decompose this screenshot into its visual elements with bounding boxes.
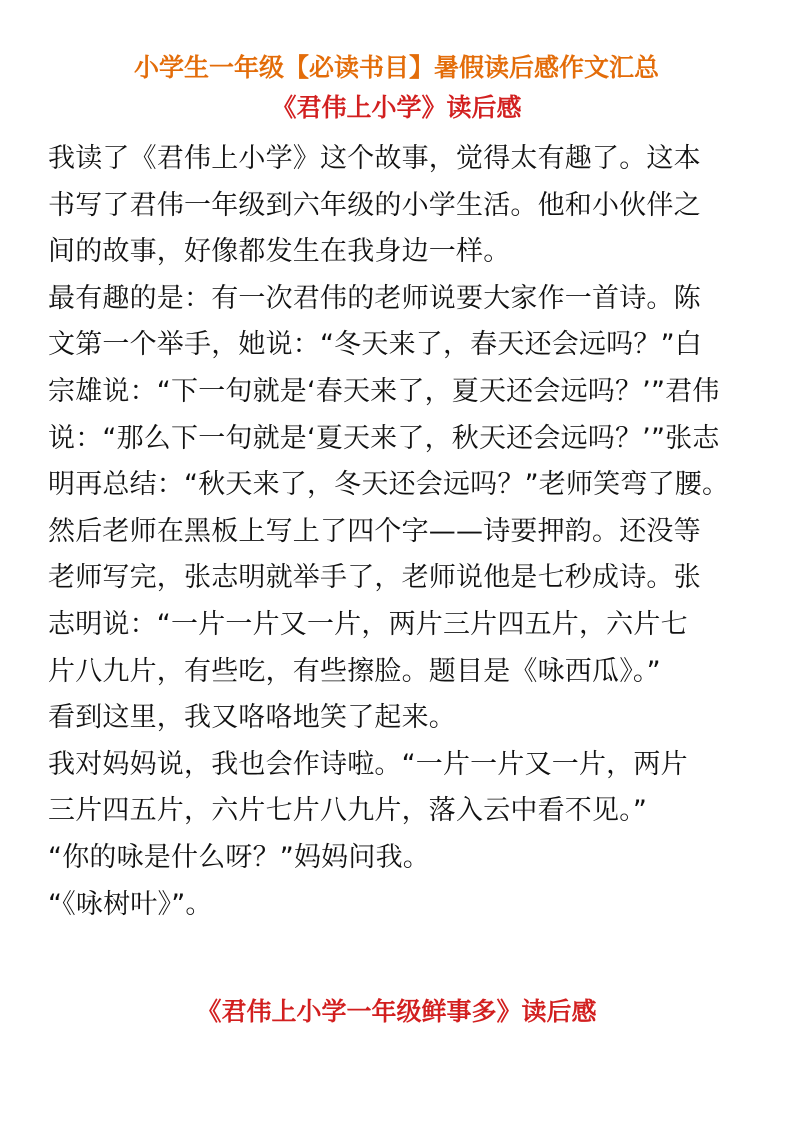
essay-line: 我读了《君伟上小学》这个故事，觉得太有趣了。这本 <box>48 143 701 174</box>
essay-line: 我对妈妈说，我也会作诗啦。“一片一片又一片，两片 <box>48 748 688 780</box>
essay-line: 宗雄说：“下一句就是‘春天来了，夏天还会远吗？’”君伟 <box>48 375 720 407</box>
essay-body <box>48 136 758 928</box>
essay-title: 《君伟上小学》读后感 <box>271 93 522 122</box>
next-essay-title: 《君伟上小学一年级鲜事多》读后感 <box>196 997 597 1026</box>
essay-line: 明再总结：“秋天来了，冬天还会远吗？”老师笑弯了腰。 <box>48 469 730 501</box>
essay-line: 片八九片，有些吃，有些擦脸。题目是《咏西瓜》。” <box>48 655 661 687</box>
essay-line: 然后老师在黑板上写上了四个字——诗要押韵。还没等 <box>48 515 701 547</box>
essay-line: “你的咏是什么呀？”妈妈问我。 <box>48 841 430 873</box>
essay-line: 间的故事，好像都发生在我身边一样。 <box>48 236 511 268</box>
page-title: 小学生一年级【必读书目】暑假读后感作文汇总 <box>133 53 659 82</box>
essay-line: 最有趣的是：有一次君伟的老师说要大家作一首诗。陈 <box>48 282 701 314</box>
essay-line: 文第一个举手，她说：“冬天来了，春天还会远吗？”白 <box>48 329 702 361</box>
essay-line: 看到这里，我又咯咯地笑了起来。 <box>48 702 456 734</box>
essay-line: “《咏树叶》”。 <box>48 888 213 920</box>
essay-line: 三片四五片，六片七片八九片，落入云中看不见。” <box>48 795 648 827</box>
essay-line: 老师写完，张志明就举手了，老师说他是七秒成诗。张 <box>48 562 701 594</box>
essay-line: 说：“那么下一句就是‘夏天来了，秋天还会远吗？’”张志 <box>48 422 720 454</box>
essay-line: 书写了君伟一年级到六年级的小学生活。他和小伙伴之 <box>48 189 701 221</box>
essay-line: 志明说：“一片一片又一片，两片三片四五片，六片七 <box>48 608 688 640</box>
